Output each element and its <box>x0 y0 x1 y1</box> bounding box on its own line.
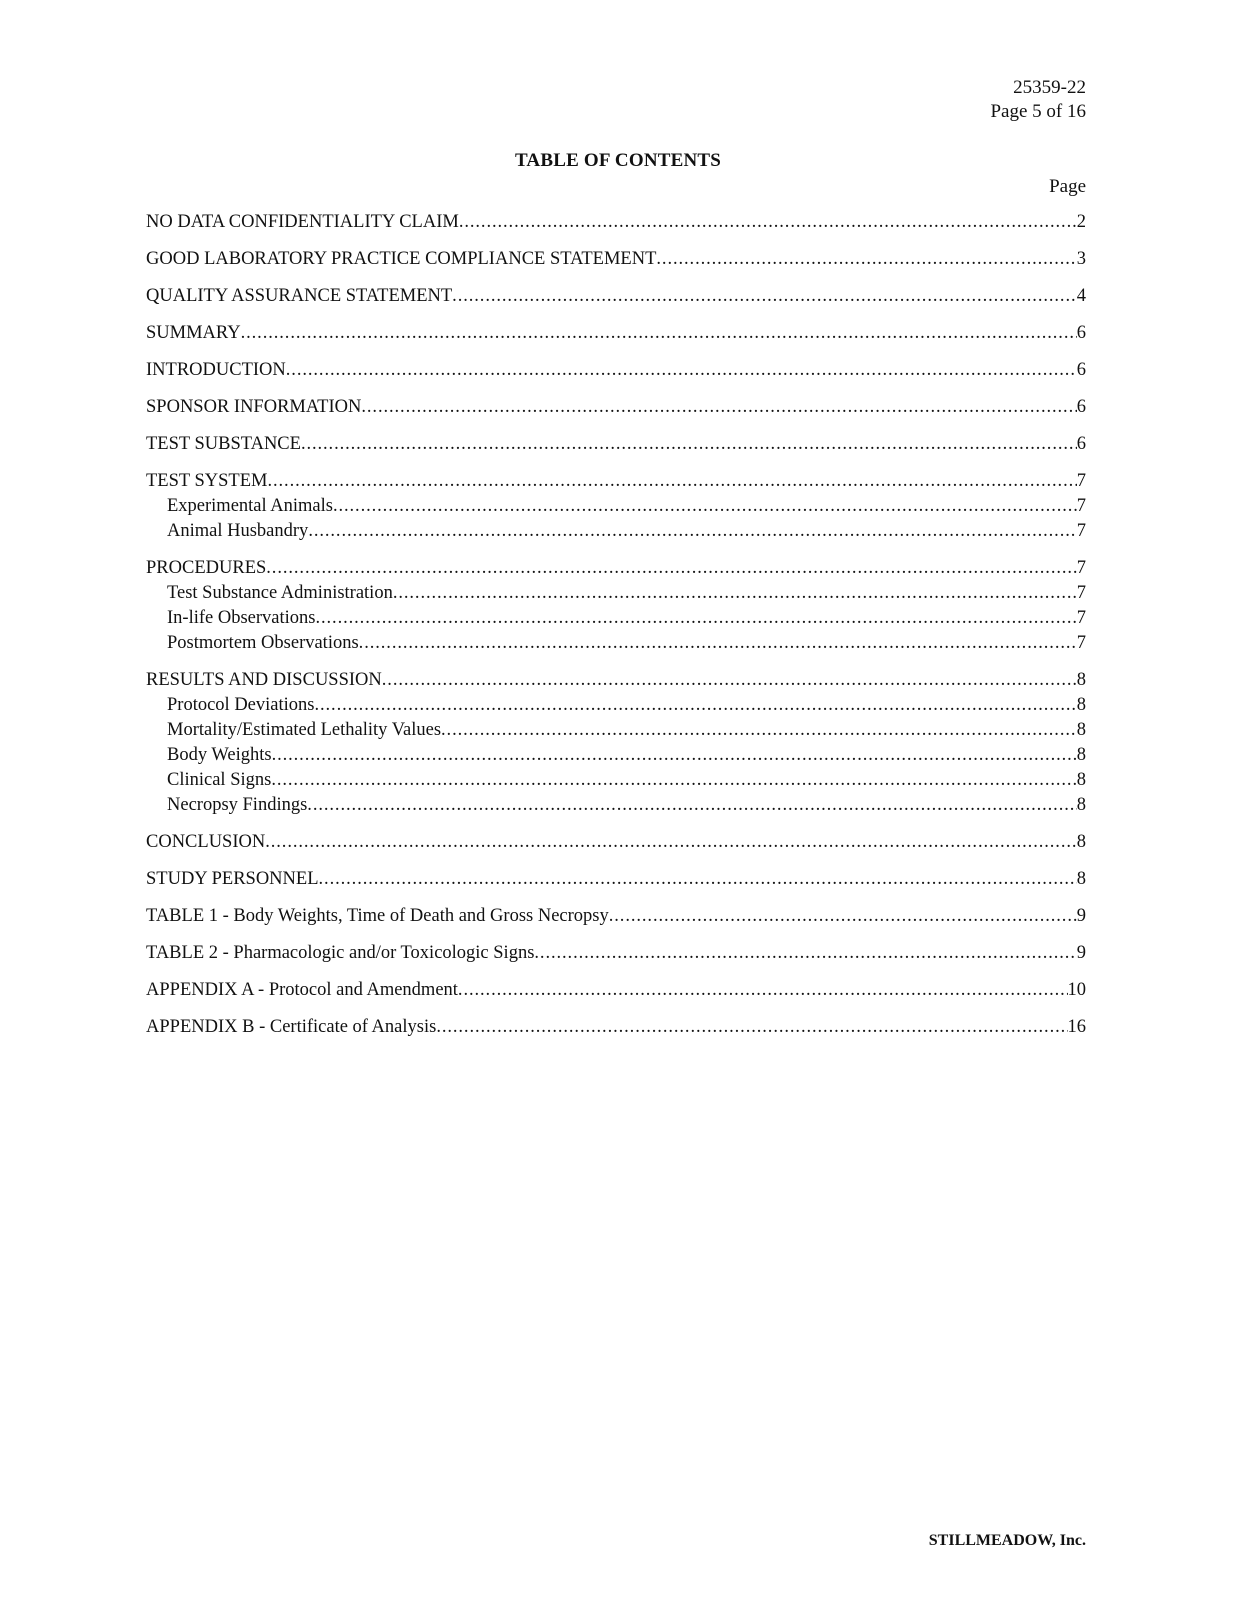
toc-entry-label: Mortality/Estimated Lethality Values <box>167 720 442 740</box>
toc-entry-page: 9 <box>1076 943 1086 963</box>
page-header <box>990 76 1086 124</box>
dot-leader <box>458 978 1068 1003</box>
toc-entry[interactable] <box>146 668 1086 693</box>
toc-entry-page: 16 <box>1067 1017 1086 1037</box>
dot-leader <box>272 743 1077 768</box>
toc-entry-label: Animal Husbandry <box>167 521 309 541</box>
toc-entry[interactable] <box>146 321 1086 346</box>
toc-subentry[interactable] <box>146 606 1086 631</box>
toc-entry-page: 7 <box>1076 583 1086 603</box>
dot-leader <box>609 904 1077 929</box>
toc-entry-label: Experimental Animals <box>167 496 333 516</box>
toc-entry-page: 7 <box>1076 521 1086 541</box>
toc-entry-page: 8 <box>1076 795 1086 815</box>
toc-entry-label: TABLE 2 - Pharmacologic and/or Toxicologic Signs <box>146 943 535 963</box>
toc-subentry[interactable] <box>146 718 1086 743</box>
toc-entry-page: 4 <box>1076 286 1086 306</box>
toc-entry[interactable] <box>146 978 1086 1003</box>
toc-entry-label: In-life Observations <box>167 608 316 628</box>
toc-entry-page: 10 <box>1067 980 1086 1000</box>
toc-subentry[interactable] <box>146 631 1086 656</box>
toc-entry[interactable] <box>146 867 1086 892</box>
toc-entry-page: 8 <box>1076 832 1086 852</box>
toc-entry-label: SUMMARY <box>146 323 241 343</box>
toc-entry[interactable] <box>146 830 1086 855</box>
dot-leader <box>286 358 1077 383</box>
toc-entry-page: 6 <box>1076 323 1086 343</box>
toc-entry-label: Postmortem Observations <box>167 633 359 653</box>
toc-entry-page: 7 <box>1076 608 1086 628</box>
toc-entry[interactable] <box>146 395 1086 420</box>
dot-leader <box>319 867 1077 892</box>
toc-entry-page: 6 <box>1076 434 1086 454</box>
toc-entry-label: STUDY PERSONNEL <box>146 869 319 889</box>
toc-entry-label: QUALITY ASSURANCE STATEMENT <box>146 286 453 306</box>
dot-leader <box>271 768 1076 793</box>
toc-entry-page: 8 <box>1076 695 1086 715</box>
toc-entry-label: SPONSOR INFORMATION <box>146 397 362 417</box>
dot-leader <box>267 469 1076 494</box>
toc-subentry[interactable] <box>146 793 1086 818</box>
toc-entry-page: 6 <box>1076 397 1086 417</box>
toc-subentry[interactable] <box>146 768 1086 793</box>
dot-leader <box>315 606 1076 631</box>
toc-entry-label: Protocol Deviations <box>167 695 315 715</box>
toc-entry-label: NO DATA CONFIDENTIALITY CLAIM <box>146 212 459 232</box>
toc-entry-page: 6 <box>1076 360 1086 380</box>
toc-entry-label: APPENDIX B - Certificate of Analysis <box>146 1017 437 1037</box>
dot-leader <box>441 718 1077 743</box>
toc-entry-page: 3 <box>1076 249 1086 269</box>
company-footer: STILLMEADOW, Inc. <box>928 1532 1086 1549</box>
dot-leader <box>452 284 1077 309</box>
toc-entry[interactable] <box>146 556 1086 581</box>
toc-entry-label: TEST SYSTEM <box>146 471 268 491</box>
toc-entry[interactable] <box>146 358 1086 383</box>
dot-leader <box>382 668 1077 693</box>
dot-leader <box>301 432 1077 457</box>
toc-subentry[interactable] <box>146 581 1086 606</box>
toc-entry-page: 7 <box>1076 471 1086 491</box>
toc-entry-page: 8 <box>1076 770 1086 790</box>
toc-entry-page: 8 <box>1076 869 1086 889</box>
page-number: Page 5 of 16 <box>990 101 1086 122</box>
toc-subentry[interactable] <box>146 693 1086 718</box>
toc-entry-page: 2 <box>1076 212 1086 232</box>
toc-entry-page: 8 <box>1076 720 1086 740</box>
toc-entry-label: GOOD LABORATORY PRACTICE COMPLIANCE STATEMENT <box>146 249 657 269</box>
toc-entry[interactable] <box>146 469 1086 494</box>
toc-entry-label: TABLE 1 - Body Weights, Time of Death and Gross Necropsy <box>146 906 609 926</box>
dot-leader <box>265 830 1077 855</box>
dot-leader <box>436 1015 1067 1040</box>
toc-entry[interactable] <box>146 941 1086 966</box>
dot-leader <box>534 941 1076 966</box>
toc-entry-label: Clinical Signs <box>167 770 272 790</box>
toc-entry-label: Necropsy Findings <box>167 795 308 815</box>
toc-entry-label: PROCEDURES <box>146 558 267 578</box>
toc-entry[interactable] <box>146 1015 1086 1040</box>
toc-entry[interactable] <box>146 284 1086 309</box>
toc-entry-page: 7 <box>1076 558 1086 578</box>
dot-leader <box>656 247 1076 272</box>
dot-leader <box>266 556 1076 581</box>
toc-entry[interactable] <box>146 210 1086 235</box>
dot-leader <box>307 793 1076 818</box>
study-number: 25359-22 <box>1013 77 1086 98</box>
dot-leader <box>308 519 1076 544</box>
toc-entry-label: APPENDIX A - Protocol and Amendment <box>146 980 458 1000</box>
toc-entry-label: INTRODUCTION <box>146 360 286 380</box>
toc-entry-label: TEST SUBSTANCE <box>146 434 301 454</box>
toc-subentry[interactable] <box>146 519 1086 544</box>
toc-subentry[interactable] <box>146 494 1086 519</box>
page-column-label: Page <box>1049 176 1086 197</box>
toc-entry-label: CONCLUSION <box>146 832 266 852</box>
toc-entry[interactable] <box>146 904 1086 929</box>
toc-entry-page: 8 <box>1076 745 1086 765</box>
toc-subentry[interactable] <box>146 743 1086 768</box>
toc-entry-page: 7 <box>1076 633 1086 653</box>
toc-entry-label: RESULTS AND DISCUSSION <box>146 670 382 690</box>
dot-leader <box>359 631 1077 656</box>
toc-entry-label: Test Substance Administration <box>167 583 393 603</box>
toc-entry[interactable] <box>146 247 1086 272</box>
dot-leader <box>361 395 1076 420</box>
toc-entry-label: Body Weights <box>167 745 272 765</box>
toc-title: TABLE OF CONTENTS <box>514 150 722 171</box>
dot-leader <box>459 210 1077 235</box>
toc-entry-page: 8 <box>1076 670 1086 690</box>
toc-entry-page: 7 <box>1076 496 1086 516</box>
dot-leader <box>241 321 1077 346</box>
dot-leader <box>314 693 1076 718</box>
table-of-contents <box>146 210 1086 1040</box>
dot-leader <box>333 494 1077 519</box>
toc-entry[interactable] <box>146 432 1086 457</box>
toc-entry-page: 9 <box>1076 906 1086 926</box>
dot-leader <box>393 581 1077 606</box>
